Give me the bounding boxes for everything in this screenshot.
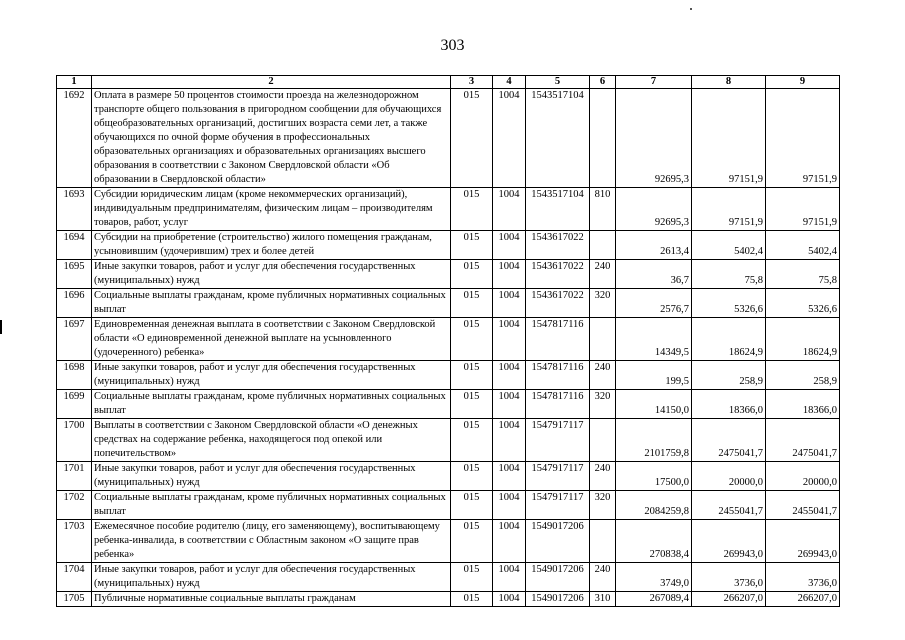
table-row (57, 520, 840, 563)
row-description: Выплаты в соответствии с Законом Свердловской области «О денежных средствах на содержание ребенка, находящегося под опекой или попечительством» (92, 419, 451, 462)
row-number: 1705 (57, 592, 92, 607)
column-header: 1 (57, 76, 92, 89)
ministry-code: 015 (451, 563, 493, 592)
target-article-code: 1543617022 (526, 260, 590, 289)
section-code: 1004 (493, 289, 526, 318)
amount-year-2: 5402,4 (692, 231, 766, 260)
amount-year-2: 5326,6 (692, 289, 766, 318)
amount-year-3: 3736,0 (766, 563, 840, 592)
row-number: 1698 (57, 361, 92, 390)
target-article-code: 1547917117 (526, 419, 590, 462)
amount-year-2: 2455041,7 (692, 491, 766, 520)
table-row (57, 89, 840, 188)
amount-year-3: 5402,4 (766, 231, 840, 260)
amount-year-1: 3749,0 (616, 563, 692, 592)
target-article-code: 1543617022 (526, 231, 590, 260)
section-code: 1004 (493, 563, 526, 592)
expense-type-code: 240 (590, 563, 616, 592)
target-article-code: 1543617022 (526, 289, 590, 318)
amount-year-3: 5326,6 (766, 289, 840, 318)
amount-year-2: 258,9 (692, 361, 766, 390)
amount-year-3: 97151,9 (766, 188, 840, 231)
page-number: 303 (440, 37, 465, 54)
expense-type-code (590, 89, 616, 188)
ministry-code: 015 (451, 592, 493, 607)
amount-year-2: 20000,0 (692, 462, 766, 491)
table-row (57, 491, 840, 520)
column-header: 3 (451, 76, 493, 89)
amount-year-2: 75,8 (692, 260, 766, 289)
table-row (57, 462, 840, 491)
target-article-code: 1547817116 (526, 390, 590, 419)
amount-year-2: 18624,9 (692, 318, 766, 361)
amount-year-3: 97151,9 (766, 89, 840, 188)
ministry-code: 015 (451, 462, 493, 491)
table-row (57, 592, 840, 607)
row-description: Иные закупки товаров, работ и услуг для обеспечения государственных (муниципальных) нужд (92, 260, 451, 289)
expense-type-code: 320 (590, 289, 616, 318)
section-code: 1004 (493, 89, 526, 188)
row-number: 1704 (57, 563, 92, 592)
row-description: Социальные выплаты гражданам, кроме публичных нормативных социальных выплат (92, 289, 451, 318)
amount-year-1: 2576,7 (616, 289, 692, 318)
amount-year-2: 18366,0 (692, 390, 766, 419)
table-row (57, 231, 840, 260)
expense-type-code (590, 318, 616, 361)
table-body (57, 89, 840, 607)
section-code: 1004 (493, 260, 526, 289)
section-code: 1004 (493, 462, 526, 491)
ministry-code: 015 (451, 188, 493, 231)
budget-table (56, 75, 840, 607)
table-row (57, 289, 840, 318)
row-number: 1697 (57, 318, 92, 361)
column-header: 4 (493, 76, 526, 89)
amount-year-2: 3736,0 (692, 563, 766, 592)
amount-year-1: 17500,0 (616, 462, 692, 491)
ministry-code: 015 (451, 231, 493, 260)
amount-year-2: 269943,0 (692, 520, 766, 563)
row-description: Иные закупки товаров, работ и услуг для обеспечения государственных (муниципальных) нужд (92, 462, 451, 491)
amount-year-2: 2475041,7 (692, 419, 766, 462)
amount-year-1: 14150,0 (616, 390, 692, 419)
row-description: Ежемесячное пособие родителю (лицу, его заменяющему), воспитывающему ребенка-инвалида, в соответствии с Областным законом «О защите прав ребенка» (92, 520, 451, 563)
table-row (57, 361, 840, 390)
row-number: 1695 (57, 260, 92, 289)
amount-year-3: 269943,0 (766, 520, 840, 563)
row-number: 1693 (57, 188, 92, 231)
amount-year-3: 75,8 (766, 260, 840, 289)
section-code: 1004 (493, 231, 526, 260)
row-number: 1703 (57, 520, 92, 563)
ministry-code: 015 (451, 390, 493, 419)
section-code: 1004 (493, 361, 526, 390)
scan-edge-mark (0, 320, 2, 334)
amount-year-1: 36,7 (616, 260, 692, 289)
amount-year-2: 97151,9 (692, 89, 766, 188)
target-article-code: 1549017206 (526, 563, 590, 592)
row-number: 1692 (57, 89, 92, 188)
amount-year-1: 2101759,8 (616, 419, 692, 462)
row-description: Социальные выплаты гражданам, кроме публичных нормативных социальных выплат (92, 491, 451, 520)
row-number: 1699 (57, 390, 92, 419)
section-code: 1004 (493, 592, 526, 607)
ministry-code: 015 (451, 361, 493, 390)
expense-type-code: 810 (590, 188, 616, 231)
column-header: 9 (766, 76, 840, 89)
expense-type-code: 240 (590, 260, 616, 289)
section-code: 1004 (493, 390, 526, 419)
budget-table-container (56, 75, 840, 607)
column-header: 7 (616, 76, 692, 89)
section-code: 1004 (493, 419, 526, 462)
amount-year-1: 14349,5 (616, 318, 692, 361)
column-header: 5 (526, 76, 590, 89)
amount-year-1: 2084259,8 (616, 491, 692, 520)
row-description: Оплата в размере 50 процентов стоимости проезда на железнодорожном транспорте общего пользования в пригородном сообщении для обучающихся общеобразовательных организаций, достигших возраста семи лет, а также обучающихся по очной форме обучения в профессиональных образовательных организациях и образовательных организациях высшего образования в соответствии с Законом Свердловской области «Об образовании в Свердловской области» (92, 89, 451, 188)
section-code: 1004 (493, 188, 526, 231)
row-description: Иные закупки товаров, работ и услуг для обеспечения государственных (муниципальных) нужд (92, 563, 451, 592)
target-article-code: 1547817116 (526, 318, 590, 361)
amount-year-3: 18624,9 (766, 318, 840, 361)
expense-type-code (590, 419, 616, 462)
column-header: 6 (590, 76, 616, 89)
expense-type-code: 240 (590, 361, 616, 390)
row-number: 1702 (57, 491, 92, 520)
ministry-code: 015 (451, 491, 493, 520)
amount-year-3: 258,9 (766, 361, 840, 390)
table-row (57, 260, 840, 289)
ministry-code: 015 (451, 89, 493, 188)
row-number: 1694 (57, 231, 92, 260)
amount-year-3: 266207,0 (766, 592, 840, 607)
ministry-code: 015 (451, 520, 493, 563)
table-row (57, 188, 840, 231)
section-code: 1004 (493, 491, 526, 520)
ministry-code: 015 (451, 260, 493, 289)
table-row (57, 419, 840, 462)
target-article-code: 1543517104 (526, 89, 590, 188)
ministry-code: 015 (451, 419, 493, 462)
expense-type-code: 320 (590, 390, 616, 419)
expense-type-code (590, 520, 616, 563)
scan-dot (690, 8, 692, 10)
row-number: 1701 (57, 462, 92, 491)
row-number: 1700 (57, 419, 92, 462)
target-article-code: 1549017206 (526, 520, 590, 563)
amount-year-3: 2475041,7 (766, 419, 840, 462)
target-article-code: 1547917117 (526, 462, 590, 491)
row-description: Социальные выплаты гражданам, кроме публичных нормативных социальных выплат (92, 390, 451, 419)
target-article-code: 1547817116 (526, 361, 590, 390)
amount-year-1: 92695,3 (616, 89, 692, 188)
amount-year-1: 2613,4 (616, 231, 692, 260)
amount-year-1: 199,5 (616, 361, 692, 390)
column-header: 2 (92, 76, 451, 89)
amount-year-3: 20000,0 (766, 462, 840, 491)
row-description: Субсидии юридическим лицам (кроме некоммерческих организаций), индивидуальным предпринимателям, физическим лицам – производителям товаров, работ, услуг (92, 188, 451, 231)
table-row (57, 390, 840, 419)
amount-year-2: 97151,9 (692, 188, 766, 231)
amount-year-3: 18366,0 (766, 390, 840, 419)
table-row (57, 318, 840, 361)
expense-type-code: 310 (590, 592, 616, 607)
target-article-code: 1549017206 (526, 592, 590, 607)
row-description: Единовременная денежная выплата в соответствии с Законом Свердловской области «О единовременной денежной выплате на усыновленного (удочеренного) ребенка» (92, 318, 451, 361)
amount-year-1: 267089,4 (616, 592, 692, 607)
amount-year-3: 2455041,7 (766, 491, 840, 520)
expense-type-code: 320 (590, 491, 616, 520)
table-row (57, 563, 840, 592)
expense-type-code (590, 231, 616, 260)
amount-year-1: 92695,3 (616, 188, 692, 231)
row-description: Субсидии на приобретение (строительство) жилого помещения гражданам, усыновившим (удочерившим) трех и более детей (92, 231, 451, 260)
table-header-row (57, 76, 840, 89)
row-number: 1696 (57, 289, 92, 318)
section-code: 1004 (493, 318, 526, 361)
target-article-code: 1547917117 (526, 491, 590, 520)
ministry-code: 015 (451, 318, 493, 361)
column-header: 8 (692, 76, 766, 89)
ministry-code: 015 (451, 289, 493, 318)
section-code: 1004 (493, 520, 526, 563)
amount-year-1: 270838,4 (616, 520, 692, 563)
row-description: Публичные нормативные социальные выплаты гражданам (92, 592, 451, 607)
target-article-code: 1543517104 (526, 188, 590, 231)
expense-type-code: 240 (590, 462, 616, 491)
row-description: Иные закупки товаров, работ и услуг для обеспечения государственных (муниципальных) нужд (92, 361, 451, 390)
amount-year-2: 266207,0 (692, 592, 766, 607)
